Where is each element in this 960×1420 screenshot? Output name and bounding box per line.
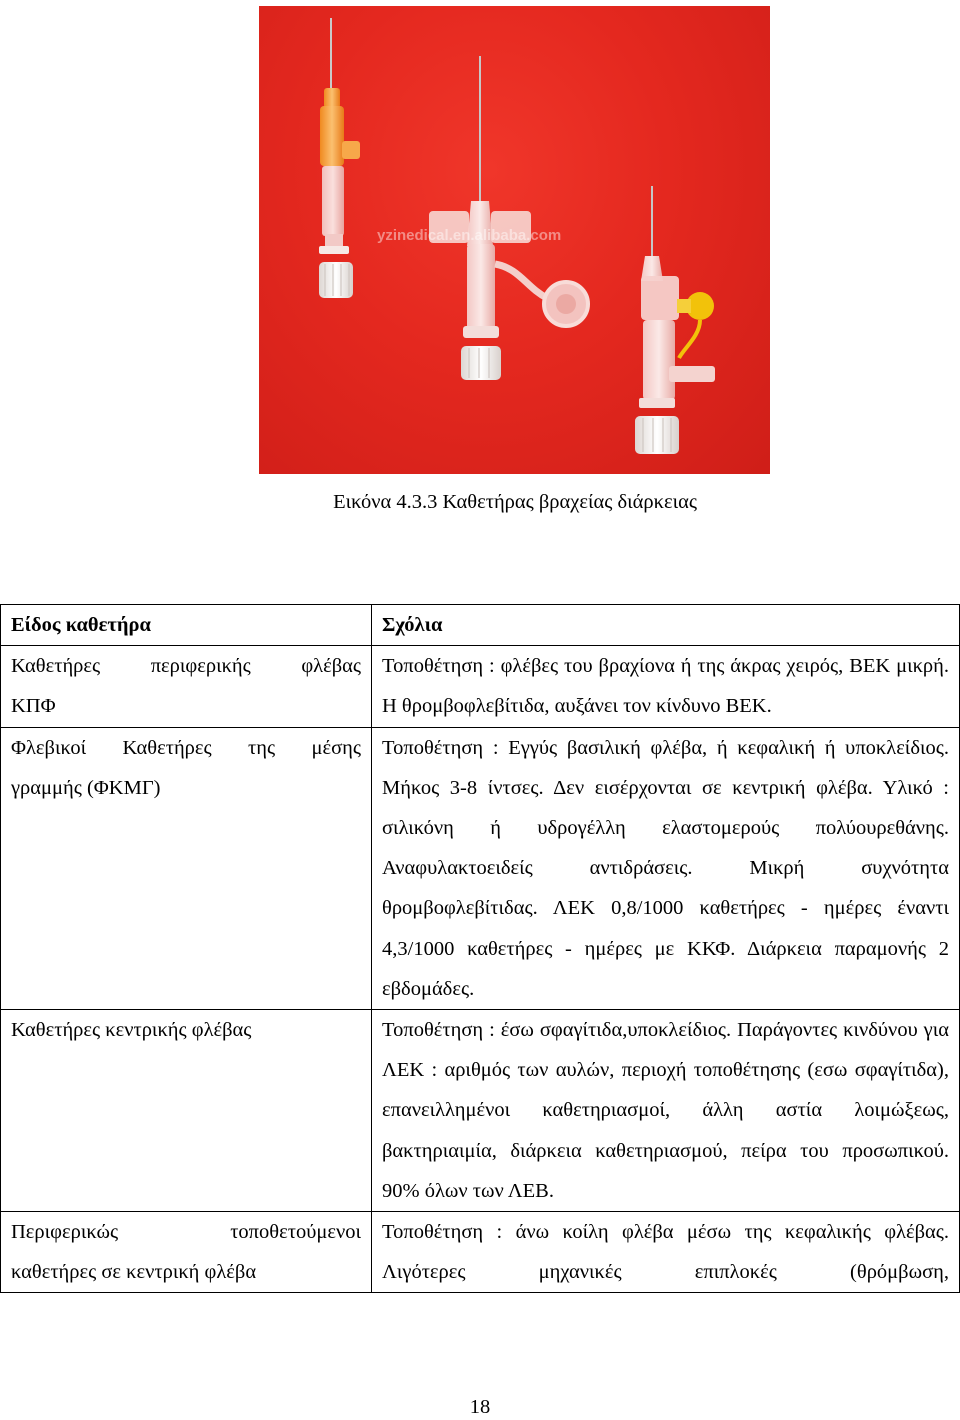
page-number: 18 [469, 1396, 491, 1418]
table-row [1, 1010, 960, 1212]
comment-cell: Τοποθέτηση : φλέβες του βραχίονα ή της άκρας χειρός, ΒΕΚ μικρή. Η θρομβοφλεβίτιδα, αυξάνει τον κίνδυνο ΒΕΚ. [372, 646, 960, 727]
catheter-type-line: γραμμής (ΦΚΜΓ) [11, 776, 161, 799]
catheter-type-cell [1, 727, 372, 1009]
table-row [1, 1212, 960, 1293]
catheter-types-table [0, 604, 960, 1293]
catheter-type-line: ΚΠΦ [11, 695, 56, 718]
table-row [1, 727, 960, 1009]
comment-cell: Τοποθέτηση : άνω κοίλη φλέβα μέσω της κεφαλικής φλέβας. Λιγότερες μηχανικές επιπλοκές (θρόμβωση, [372, 1212, 960, 1293]
catheter-photo [259, 6, 770, 474]
catheter-type-line: Περιφερικώς τοποθετούμενοι [11, 1221, 361, 1244]
catheter-type-line: Καθετήρες περιφερικής φλέβας [11, 655, 361, 678]
catheter-type-cell [1, 1212, 372, 1293]
cannula-yellow-port [635, 186, 715, 454]
catheter-type-cell [1, 1010, 372, 1212]
table-header-row [1, 605, 960, 646]
table-row [1, 646, 960, 727]
comment-cell: Τοποθέτηση : Εγγύς βασιλική φλέβα, ή κεφαλική ή υποκλείδιος. Μήκος 3-8 ίντσες. Δεν εισέρχονται σε κεντρική φλέβα. Υλικό : σιλικόνη ή υδρογέλλη ελαστομερούς πολύουρεθάνης. Αναφυλακτοειδείς αντιδράσεις. Μικρή συχνότητα θρομβοφλεβίτιδας. ΛΕΚ 0,8/1000 καθετήρες - ημέρες έναντι 4,3/1000 καθετήρες - ημέρες με ΚΚΦ. Διάρκεια παραμονής 2 εβδομάδες. [372, 727, 960, 1009]
header-catheter-type: Είδος καθετήρα [1, 605, 372, 646]
catheter-type-line: Φλεβικοί Καθετήρες της μέσης [11, 736, 361, 759]
cannula-orange [319, 18, 360, 298]
cannula-winged [429, 56, 588, 380]
header-comments: Σχόλια [372, 605, 960, 646]
catheter-type-cell [1, 646, 372, 727]
catheter-type-line: καθετήρες σε κεντρική φλέβα [11, 1261, 257, 1284]
comment-cell: Τοποθέτηση : έσω σφαγίτιδα,υποκλείδιος. Παράγοντες κινδύνου για ΛΕΚ : αριθμός των αυλών, περιοχή τοποθέτησης (εσω σφαγίτιδα), επανειλλημένοι καθετηριασμοί, άλλη αστία λοιμώξεως, βακτηριαιμία, διάρκεια καθετηριασμού, πείρα του προσωπικού. 90% όλων των ΛΕΒ. [372, 1010, 960, 1212]
catheter-type-line: Καθετήρες κεντρικής φλέβας [11, 1019, 252, 1042]
figure-caption: Εικόνα 4.3.3 Καθετήρας βραχείας διάρκειας [333, 491, 697, 513]
photo-watermark: yzinedical.en.alibaba.com [377, 227, 562, 244]
